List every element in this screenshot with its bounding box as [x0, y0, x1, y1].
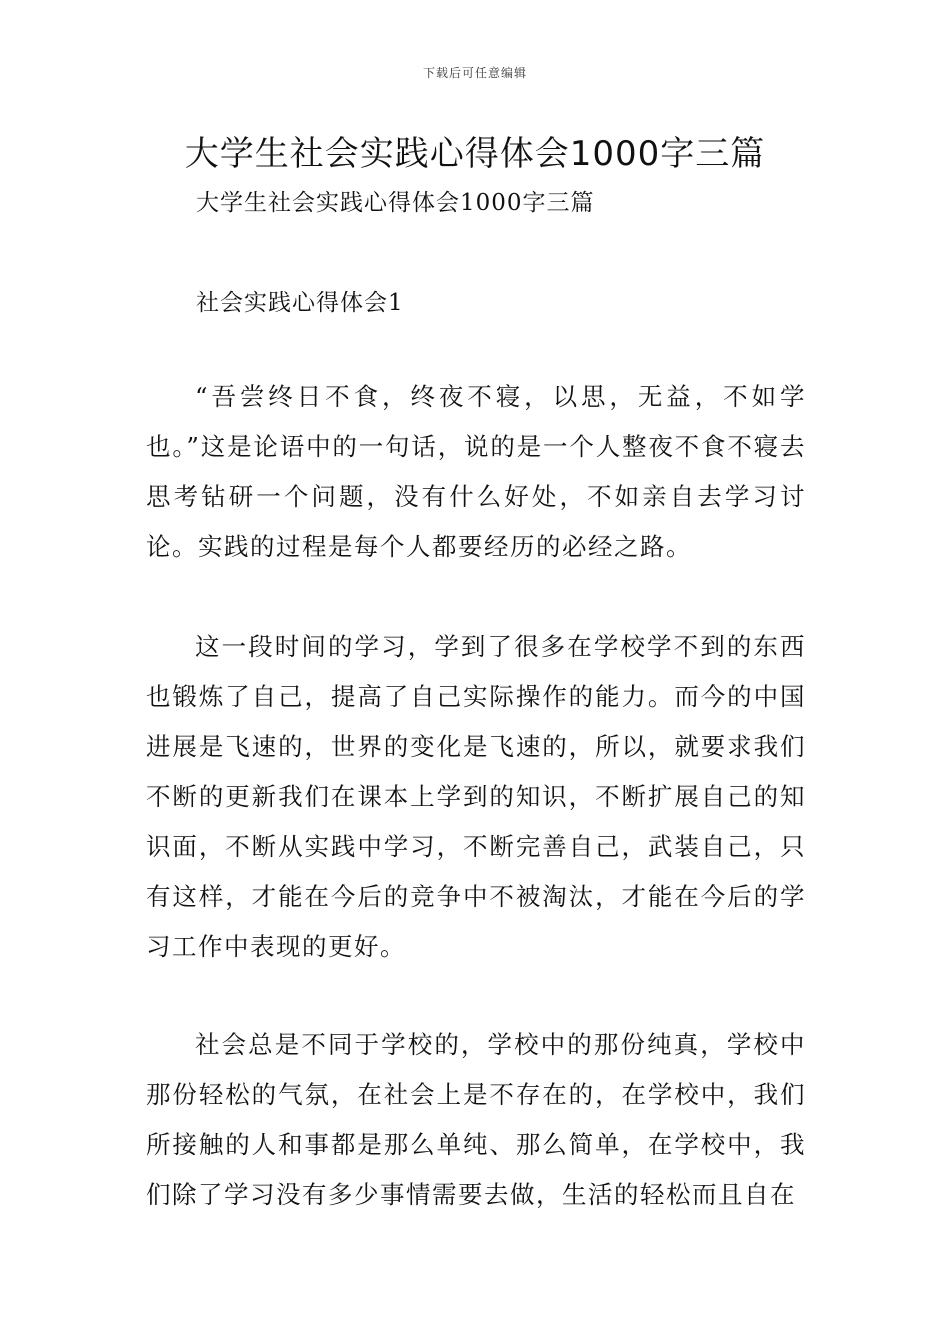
section-heading: 社会实践心得体会1 — [196, 290, 404, 316]
document-subtitle: 大学生社会实践心得体会1000字三篇 — [196, 190, 595, 216]
document-title: 大学生社会实践心得体会1000字三篇 — [184, 134, 766, 174]
paragraph: 社会总是不同于学校的，学校中的那份纯真，学校中那份轻松的气氛，在社会上是不存在的，在学校中，我们所接触的人和事都是那么单纯、那么简单，在学校中，我们除了学习没有多少事情需要去做，生活的轻松而且自在 — [146, 1030, 806, 1209]
paragraph: 这一段时间的学习，学到了很多在学校学不到的东西也锻炼了自己，提高了自己实际操作的能力。而今的中国进展是飞速的，世界的变化是飞速的，所以，就要求我们不断的更新我们在课本上学到的知识，不断扩展自己的知识面，不断从实践中学习，不断完善自己，武装自己，只有这样，才能在今后的竞争中不被淘汰，才能在今后的学习工作中表现的更好。 — [146, 632, 806, 961]
paragraph: “吾尝终日不食，终夜不寝，以思，无益，不如学也。”这是论语中的一句话，说的是一个人整夜不食不寝去思考钻研一个问题，没有什么好处，不如亲自去学习讨论。实践的过程是每个人都要经历的必经之路。 — [146, 382, 806, 561]
header-note: 下载后可任意编辑 — [422, 66, 527, 80]
